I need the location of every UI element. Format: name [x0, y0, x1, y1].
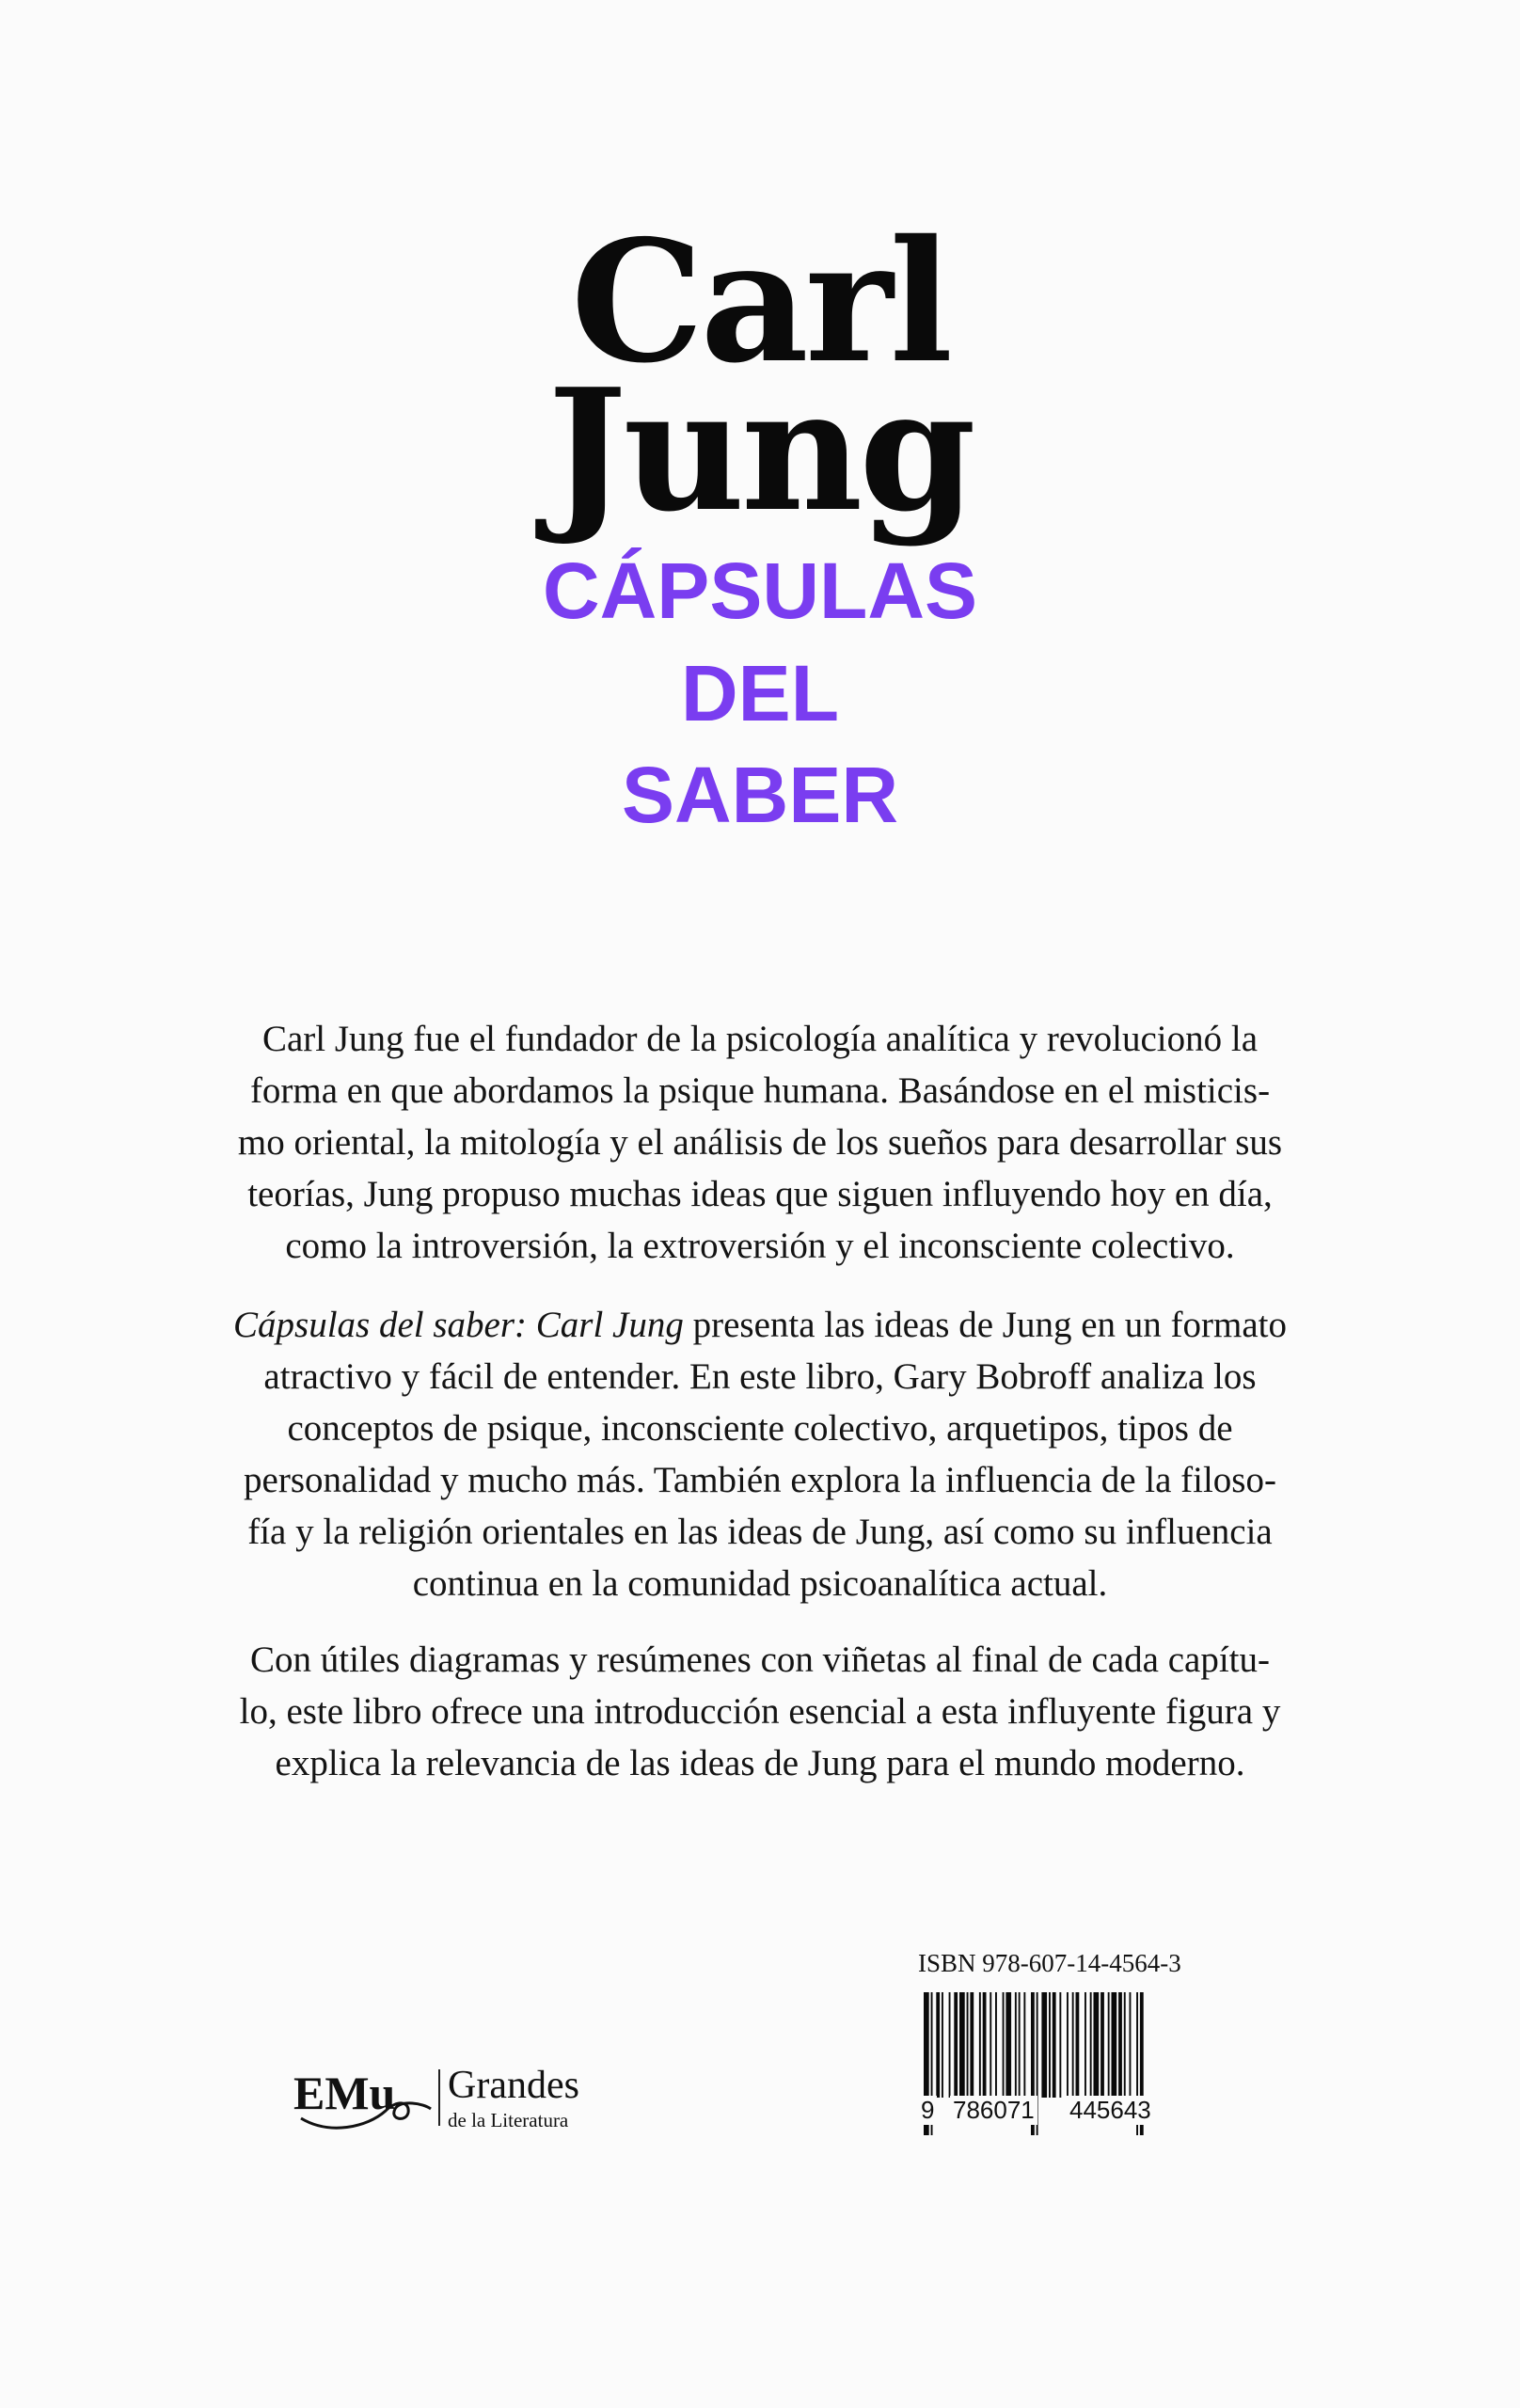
barcode-bar [970, 1992, 974, 2098]
barcode-bar [1049, 1992, 1051, 2098]
barcode-bar [949, 1992, 951, 2098]
barcode-bar [1005, 1992, 1011, 2098]
barcode-bar [1112, 1992, 1117, 2098]
isbn-label: ISBN 978-607-14-4564-3 [918, 1949, 1181, 1977]
barcode-digits [918, 2096, 1200, 2128]
publisher-logo [292, 2062, 630, 2137]
blurb-line: lo, este libro ofrece una introducción esencial a esta influyente figura y [239, 1691, 1281, 1732]
blurb-line: teorías, Jung propuso muchas ideas que siguen influyendo hoy en día, [247, 1174, 1273, 1214]
barcode-bar [1015, 1992, 1017, 2098]
publisher-subtitle: de la Literatura [448, 2109, 569, 2131]
barcode-bar [1094, 1992, 1100, 2098]
blurb-line: explica la relevancia de las ideas de Jung para el mundo moderno. [275, 1743, 1245, 1783]
emu-logo-letters: EMu [293, 2067, 396, 2119]
blurb-line-rest: presenta las ideas de Jung en un formato [683, 1305, 1287, 1345]
author-last-name: Jung [547, 352, 973, 548]
author-first-name: Carl [570, 203, 950, 400]
blurb-line-with-title [166, 1299, 1354, 1351]
barcode-bar [942, 1992, 943, 2098]
barcode-bar [1124, 1992, 1126, 2098]
barcode-bar [1130, 1992, 1132, 2098]
barcode-bar [1053, 1992, 1056, 2098]
blurb-line: como la introversión, la extroversión y el inconsciente colectivo. [285, 1226, 1235, 1266]
blurb-line: atractivo y fácil de entender. En este libro, Gary Bobroff analiza los [263, 1356, 1257, 1397]
emu-logo-icon [292, 2062, 433, 2137]
book-title-italic: Cápsulas del saber: Carl Jung [233, 1305, 684, 1345]
barcode-digits-right: 445643 [1067, 2096, 1154, 2125]
publisher-name: Grandes [448, 2064, 579, 2107]
barcode-bar [1003, 1992, 1005, 2098]
series-title-line-3: SABER [621, 751, 899, 839]
barcode-bar [983, 1992, 987, 2098]
barcode-bar [936, 1992, 940, 2098]
barcode-bar [979, 1992, 981, 2098]
barcode-digit-first: 9 [918, 2096, 937, 2125]
barcode-bar [1059, 1992, 1061, 2098]
blurb-line: Carl Jung fue el fundador de la psicología analítica y revolucionó la [261, 1019, 1259, 1059]
blurb-line: fía y la religión orientales en las ideas de Jung, así como su influencia [247, 1512, 1273, 1552]
blurb-line: personalidad y mucho más. También explora la influencia de la filoso- [244, 1460, 1276, 1500]
barcode-bar [995, 1992, 997, 2098]
barcode-bar [1019, 1992, 1021, 2098]
barcode-bar [1076, 1992, 1080, 2098]
blurb-paragraph-2 [166, 1299, 1354, 1609]
barcode-bar [990, 1992, 991, 2098]
barcode-bar [1041, 1992, 1047, 2098]
blurb-line: forma en que abordamos la psique humana. Basándose en el misticis- [249, 1070, 1271, 1111]
barcode-bar [1023, 1992, 1025, 2098]
series-title-line-1: CÁPSULAS [542, 547, 978, 635]
barcode-bar [1100, 1992, 1104, 2098]
barcode-bar [1090, 1992, 1092, 2098]
barcode-bar [1067, 1992, 1069, 2098]
blurb-line: conceptos de psique, inconsciente colectivo, arquetipos, tipos de [287, 1408, 1233, 1449]
blurb-paragraph-1 [166, 1013, 1354, 1272]
blurb-line: Con útiles diagramas y resúmenes con viñetas al final de cada capítu- [249, 1640, 1271, 1680]
publisher-divider [438, 2069, 440, 2126]
blurb-line: continua en la comunidad psicoanalítica actual. [412, 1563, 1108, 1604]
barcode-bar [1085, 1992, 1086, 2098]
barcode-digits-left: 786071 [950, 2096, 1037, 2125]
barcode-bar [1072, 1992, 1074, 2098]
barcode-bar [967, 1992, 969, 2098]
series-title-line-2: DEL [681, 649, 839, 737]
barcode-bar [954, 1992, 958, 2098]
blurb-paragraph-3 [166, 1634, 1354, 1789]
blurb-line: mo oriental, la mitología y el análisis de los sueños para desarrollar sus [237, 1122, 1283, 1163]
barcode-bar [1108, 1992, 1110, 2098]
barcode-bar [959, 1992, 965, 2098]
barcode-bar [1118, 1992, 1122, 2098]
